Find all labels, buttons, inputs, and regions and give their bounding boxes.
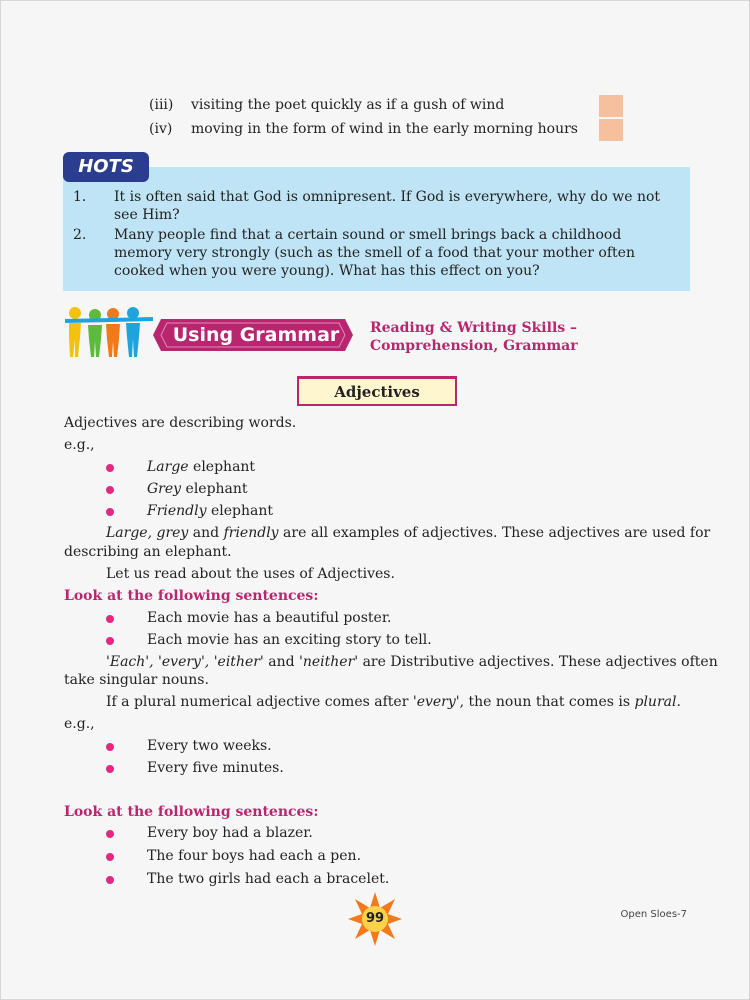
option-number: (iv) [149, 121, 173, 137]
list-item: Each movie has an exciting story to tell. [147, 632, 432, 648]
skills-line: Comprehension, Grammar [370, 338, 578, 354]
footer-book-title: Open Sloes-7 [620, 909, 687, 920]
hots-question-number: 1. [73, 189, 87, 205]
answer-box[interactable] [599, 95, 623, 117]
body-text: e.g., [64, 716, 95, 732]
bullet-icon [106, 743, 114, 751]
hots-question-text: It is often said that God is omnipresent. If God is everywhere, why do we not see Him? [114, 189, 661, 223]
skills-line: Reading & Writing Skills – [370, 320, 578, 336]
body-text: 'Each', 'every', 'either' and 'neither' are Distributive adjectives. These adjectives often [106, 654, 718, 670]
answer-box[interactable] [599, 119, 623, 141]
hots-question-text: Many people find that a certain sound or smell brings back a childhood memory very strongly (such as the smell of a food that your mother often cooked when you were young). What has this effect on you? [114, 227, 635, 279]
option-number: (iii) [149, 97, 174, 113]
list-item: Every five minutes. [147, 760, 284, 776]
option-text: moving in the form of wind in the early morning hours [191, 121, 578, 137]
page-number: 99 [365, 911, 385, 926]
list-item: Every two weeks. [147, 738, 272, 754]
hots-question-number: 2. [73, 227, 87, 243]
bullet-icon [106, 464, 114, 472]
bullet-icon [106, 615, 114, 623]
list-item: Every boy had a blazer. [147, 825, 313, 841]
bullet-icon [106, 508, 114, 516]
body-text: Large, grey and friendly are all examples of adjectives. These adjectives are used for [106, 525, 711, 541]
bullet-icon [106, 765, 114, 773]
list-item: The two girls had each a bracelet. [147, 871, 390, 887]
list-item: The four boys had each a pen. [147, 848, 362, 864]
bullet-icon [106, 637, 114, 645]
body-text: Let us read about the uses of Adjectives. [106, 566, 395, 582]
option-text: visiting the poet quickly as if a gush of wind [191, 97, 505, 113]
grammar-banner-label: Using Grammar [172, 324, 340, 346]
body-text: Adjectives are describing words. [64, 415, 297, 431]
bullet-icon [106, 486, 114, 494]
body-text: take singular nouns. [64, 672, 209, 688]
body-text: e.g., [64, 437, 95, 453]
bullet-icon [106, 853, 114, 861]
subheading: Look at the following sentences: [64, 588, 319, 604]
bullet-icon [106, 876, 114, 884]
hots-label: HOTS [63, 152, 149, 182]
bullet-icon [106, 830, 114, 838]
list-item: Large elephant [147, 459, 256, 475]
body-text: If a plural numerical adjective comes after 'every', the noun that comes is plural. [106, 694, 681, 710]
section-title: Adjectives [297, 376, 457, 406]
list-item: Each movie has a beautiful poster. [147, 610, 392, 626]
list-item: Friendly elephant [147, 503, 274, 519]
children-group-icon [63, 301, 159, 361]
subheading: Look at the following sentences: [64, 804, 319, 820]
body-text: describing an elephant. [64, 544, 232, 560]
skills-heading [370, 319, 578, 355]
list-item: Grey elephant [147, 481, 248, 497]
